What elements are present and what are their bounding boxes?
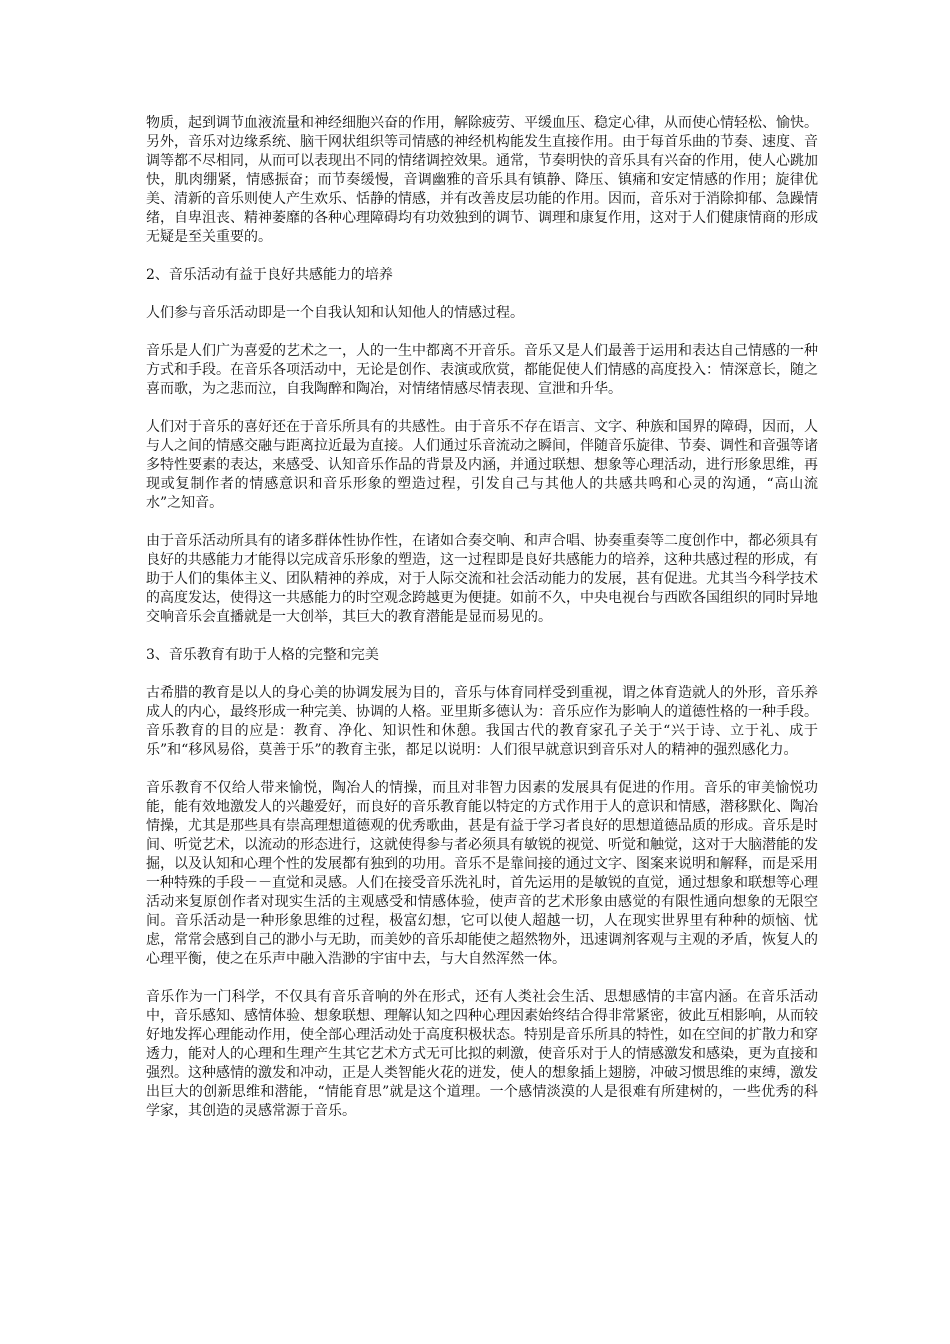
paragraph-music-love: 音乐是人们广为喜爱的艺术之一，人的一生中都离不开音乐。音乐又是人们最善于运用和表达自己情感的一种方式和手段。在音乐各项活动中，无论是创作、表演或欣赏，都能促使人们情感的高度投入：情深意长，随之喜而歌，为之悲而泣，自我陶醉和陶冶，对情绪情感尽情表现、宣泄和升华。 bbox=[146, 343, 818, 397]
section-heading-3: 3、音乐教育有助于人格的完整和完美 bbox=[146, 647, 379, 663]
document-body bbox=[146, 114, 818, 1121]
paragraph-ancient-greece: 古希腊的教育是以人的身心美的协调发展为目的，音乐与体育同样受到重视，谓之体育造就人的外形，音乐养成人的内心，最终形成一种完美、协调的人格。亚里斯多德认为：音乐应作为影响人的道德性格的一种手段。音乐教育的目的应是：教育、净化、知识性和休憩。我国古代的教育家孔子关于“兴于诗、立于礼、成于乐”和“移风易俗，莫善于乐”的教育主张，都足以说明：人们很早就意识到音乐对人的精神的强烈感化力。 bbox=[146, 685, 818, 758]
paragraph-music-science: 音乐作为一门科学，不仅具有音乐音响的外在形式，还有人类社会生活、思想感情的丰富内涵。在音乐活动中，音乐感知、感情体验、想象联想、理解认知之四种心理因素始终结合得非常紧密，彼此互相影响，从而较好地发挥心理能动作用，使全部心理活动处于高度积极状态。特别是音乐所具的特性，如在空间的扩散力和穿透力，能对人的心理和生理产生其它艺术方式无可比拟的刺激，使音乐对于人的情感激发和感染，更为直接和强烈。这种感情的激发和冲动，正是人类智能火花的迸发，使人的想象插上翅膀，冲破习惯思维的束缚，激发出巨大的创新思维和潜能，“情能育思”就是这个道理。一个感情淡漠的人是很难有所建树的，一些优秀的科学家，其创造的灵感常源于音乐。 bbox=[146, 989, 818, 1119]
paragraph-group-collaboration: 由于音乐活动所具有的诸多群体性协作性，在诸如合奏交响、和声合唱、协奏重奏等二度创作中，都必须具有良好的共感能力才能得以完成音乐形象的塑造，这一过程即是良好共感能力的培养，这种共感过程的形成，有助于人们的集体主义、团队精神的养成，对于人际交流和社会活动能力的发展，甚有促进。尤其当今科学技术的高度发达，使得这一共感能力的时空观念跨越更为便捷。如前不久，中央电视台与西欧各国组织的同时异地交响音乐会直播就是一大创举，其巨大的教育潜能是显而易见的。 bbox=[146, 533, 818, 625]
section-heading-2: 2、音乐活动有益于良好共感能力的培养 bbox=[146, 267, 393, 283]
paragraph-empathy: 人们对于音乐的喜好还在于音乐所具有的共感性。由于音乐不存在语言、文字、种族和国界的障碍，因而，人与人之间的情感交融与距离拉近最为直接。人们通过乐音流动之瞬间，伴随音乐旋律、节奏、调性和音强等诸多特性要素的表达，来感受、认知音乐作品的背景及内涵，并通过联想、想象等心理活动，进行形象思维，再现或复制作者的情感意识和音乐形象的塑造过程，引发自己与其他人的共感共鸣和心灵的沟通，“高山流水”之知音。 bbox=[146, 419, 818, 511]
paragraph-music-education: 音乐教育不仅给人带来愉悦，陶冶人的情操，而且对非智力因素的发展具有促进的作用。音乐的审美愉悦功能，能有效地激发人的兴趣爱好，而良好的音乐教育能以特定的方式作用于人的意识和情感，潜移默化、陶冶情操，尤其是那些具有崇高理想道德观的优秀歌曲，甚是有益于学习者良好的思想道德品质的形成。音乐是时间、听觉艺术，以流动的形态进行，这就使得参与者必须具有敏锐的视觉、听觉和触觉，这对于大脑潜能的发掘，以及认知和心理个性的发展都有独到的功用。音乐不是靠间接的通过文字、图案来说明和解释，而是采用一种特殊的手段－－直觉和灵感。人们在接受音乐洗礼时，首先运用的是敏锐的直觉，通过想象和联想等心理活动来复原创作者对现实生活的主观感受和情感体验，使声音的艺术形象由感觉的有限性通向想象的无限空间。音乐活动是一种形象思维的过程，极富幻想，它可以使人超越一切，人在现实世界里有种种的烦恼、忧虑，常常会感到自己的渺小与无助，而美妙的音乐却能使之超然物外，迅速调剂客观与主观的矛盾，恢复人的心理平衡，使之在乐声中融入浩渺的宇宙中去，与大自然浑然一体。 bbox=[146, 780, 818, 967]
paragraph-self-awareness: 人们参与音乐活动即是一个自我认知和认知他人的情感过程。 bbox=[146, 305, 524, 321]
paragraph-intro-continuation: 物质，起到调节血液流量和神经细胞兴奋的作用，解除疲劳、平缓血压、稳定心律，从而使心情轻松、愉快。另外，音乐对边缘系统、脑干网状组织等司情感的神经机构能发生直接作用。由于每首乐曲的节奏、速度、音调等都不尽相同，从而可以表现出不同的情绪调控效果。通常，节奏明快的音乐具有兴奋的作用，使人心跳加快，肌肉绷紧，情感振奋；而节奏缓慢，音调幽雅的音乐具有镇静、降压、镇痛和安定情感的作用；旋律优美、清新的音乐则使人产生欢乐、恬静的情感，并有改善皮层功能的作用。因而，音乐对于消除抑郁、急躁情绪，自卑沮丧、精神萎靡的各种心理障碍均有功效独到的调节、调理和康复作用，这对于人们健康情商的形成无疑是至关重要的。 bbox=[146, 115, 818, 245]
